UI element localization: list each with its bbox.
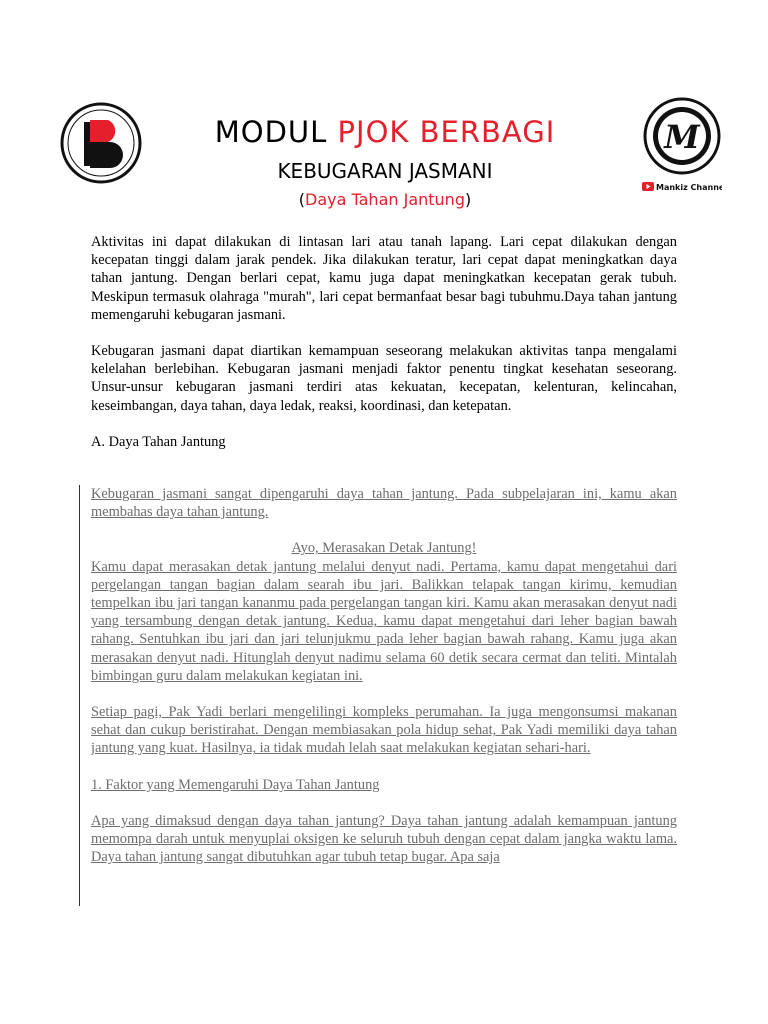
tracked-subheading: 1. Faktor yang Memengaruhi Daya Tahan Jantung bbox=[91, 776, 380, 793]
tracked-paragraph-2: Kamu dapat merasakan detak jantung melalui denyut nadi. Pertama, kamu dapat mengetahui dari pergelangan tangan bagian dalam searah ibu jari. Balikkan telapak tangan kirimu, kemudian tempelkan ibu jari tangan kananmu pada pergelangan tangan kiri. Kamu akan merasakan denyut nadi yang tersambung dengan detak jantung. Kedua, kamu dapat mengetahui dari leher bagian bawah rahang. Sentuhkan ibu jari dan jari telunjukmu pada leher bagian bawah rahang. Kamu juga akan merasakan denyut nadi. Hitunglah denyut nadimu selama 60 detik secara cermat dan teliti. Mintalah bimbingan guru dalam melakukan kegiatan ini. bbox=[91, 558, 677, 684]
channel-name: Mankiz Channel bbox=[656, 183, 722, 192]
document-subtitle: KEBUGARAN JASMANI bbox=[277, 159, 493, 183]
m-logo-icon bbox=[642, 96, 722, 196]
tracked-paragraph-1: Kebugaran jasmani sangat dipengaruhi daya tahan jantung. Pada subpelajaran ini, kamu akan membahas daya tahan jantung. bbox=[91, 486, 677, 521]
tracked-paragraph-3: Setiap pagi, Pak Yadi berlari mengelilingi kompleks perumahan. Ia juga mengonsumsi makanan sehat dan cukup beristirahat. Dengan membiasakan pola hidup sehat, Pak Yadi memiliki daya tahan jantung yang kuat. Hasilnya, ia tidak mudah lelah saat melakukan kegiatan sehari-hari. bbox=[91, 704, 677, 757]
document-topic: (Daya Tahan Jantung) bbox=[298, 190, 472, 209]
document-body bbox=[91, 233, 677, 866]
topic-text: Daya Tahan Jantung bbox=[305, 190, 465, 209]
tracked-heading: Ayo, Merasakan Detak Jantung! bbox=[291, 540, 477, 557]
b-logo-icon bbox=[60, 102, 142, 184]
title-part1: MODUL bbox=[214, 115, 328, 149]
document-title bbox=[150, 112, 620, 152]
section-heading: A. Daya Tahan Jantung bbox=[91, 433, 226, 450]
paragraph-2: Kebugaran jasmani dapat diartikan kemampuan seseorang melakukan aktivitas tanpa mengalami kelelahan berlebihan. Kebugaran jasmani menjadi faktor penentu tingkat kesehatan seseorang. Unsur-unsur kebugaran jasmani terdiri atas kekuatan, kecepatan, kelenturan, kelincahan, keseimbangan, daya tahan, daya ledak, reaksi, koordinasi, dan ketepatan. bbox=[91, 343, 677, 414]
right-logo bbox=[642, 96, 722, 196]
tracked-paragraph-4: Apa yang dimaksud dengan daya tahan jantung? Daya tahan jantung adalah kemampuan jantung memompa darah untuk menyuplai oksigen ke seluruh tubuh dengan cepat dalam jangka waktu lama. Daya tahan jantung sangat dibutuhkan agar tubuh tetap bugar. Apa saja bbox=[91, 812, 677, 866]
paragraph-1: Aktivitas ini dapat dilakukan di lintasan lari atau tanah lapang. Lari cepat dilakukan dengan kecepatan tinggi dalam jarak pendek. Jika dilakukan teratur, lari cepat dapat meningkatkan daya tahan jantung. Dengan berlari cepat, kamu juga dapat meningkatkan kecepatan gerak tubuh. Meskipun termasuk olahraga "murah", lari cepat bermanfaat besar bagi tubuhmu.Daya tahan jantung memengaruhi kebugaran jasmani. bbox=[91, 234, 677, 323]
left-logo bbox=[60, 102, 142, 184]
revision-bar bbox=[79, 485, 80, 906]
tracked-changes-block bbox=[91, 485, 677, 905]
logo-letter: M bbox=[664, 118, 700, 156]
title-part2: PJOK BERBAGI bbox=[337, 115, 556, 149]
